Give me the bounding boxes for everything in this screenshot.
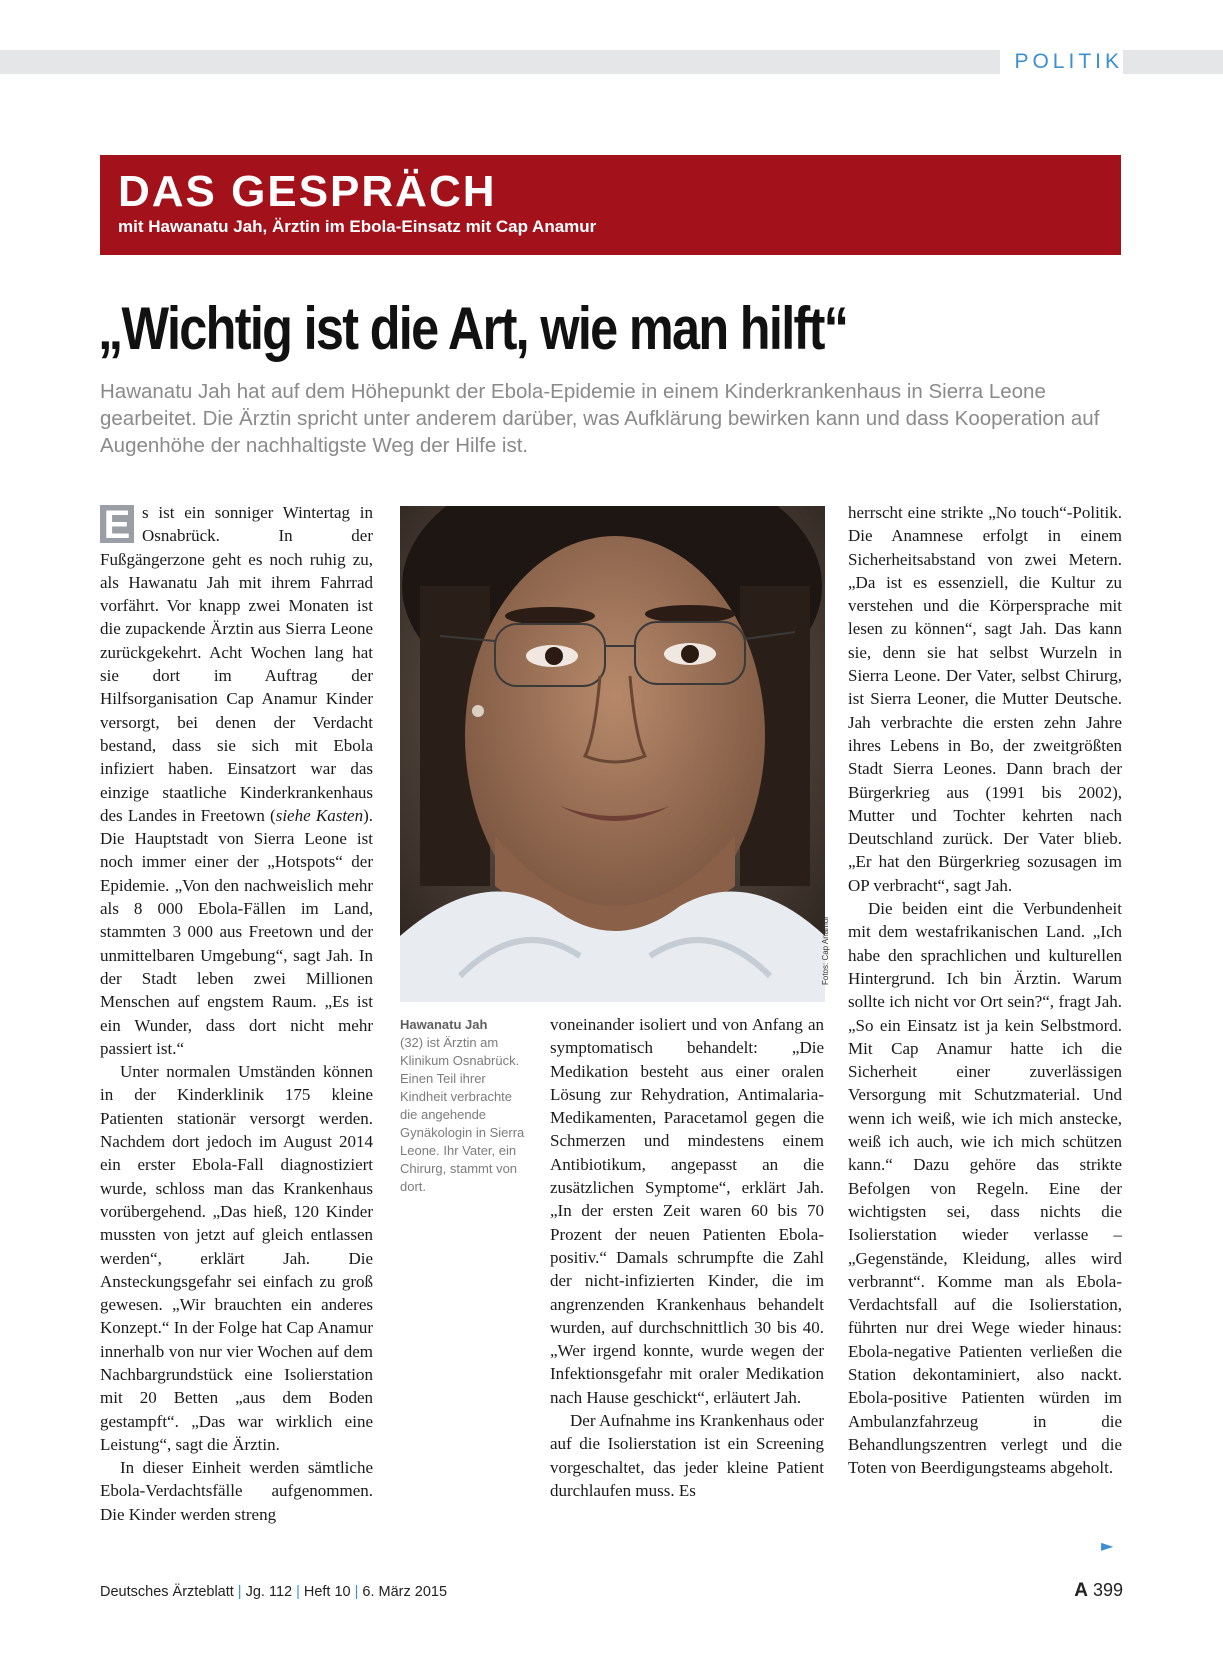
paragraph: herrscht eine strikte „No touch“-Politik. Die Anamnese erfolgt in einem Sicherheitsabstand von zwei Metern. „Da ist es essenziell, die Kultur zu verstehen und die Körpersprache mit lesen zu können“, sagt Jah. Das kann sie, denn sie hat selbst Wurzeln in Sierra Leone. Der Vater, selbst Chirurg, ist Sierra Leoner, die Mutter Deutsche. Jah verbrachte die ersten zehn Jahre ihres Lebens in Bo, der zweitgrößten Stadt Sierra Leones. Dann brach der Bürgerkrieg aus (1991 bis 2002), Mutter und Tochter kehrten nach Deutschland zurück. Der Vater blieb. „Er hat den Bürgerkrieg sozusagen im OP verbracht“, sagt Jah.: [848, 503, 1122, 895]
article-headline: „Wichtig ist die Art, wie man hilft“: [98, 295, 848, 362]
separator: |: [296, 1584, 300, 1600]
page-number: [1074, 1580, 1123, 1602]
issue-date: 6. März 2015: [362, 1584, 448, 1600]
separator: |: [237, 1584, 242, 1600]
banner-subtitle: mit Hawanatu Jah, Ärztin im Ebola-Einsatz mit Cap Anamur: [118, 217, 597, 236]
portrait-photo: [400, 506, 825, 1002]
journal-volume: Jg. 112: [245, 1584, 293, 1600]
page-number-value: 399: [1092, 1580, 1123, 1600]
cross-reference: siehe Kasten: [275, 805, 364, 825]
paragraph: [100, 501, 373, 1060]
photo-caption: [400, 1016, 528, 1196]
caption-name: Hawanatu Jah: [400, 1017, 488, 1032]
portrait-illustration: [400, 506, 825, 1002]
paragraph: Der Aufnahme ins Krankenhaus oder auf die Isolierstation ist ein Screening vorgeschaltet, das jeder kleine Patient durchlaufen muss. Es: [550, 1411, 824, 1500]
article-lead: Hawanatu Jah hat auf dem Höhepunkt der Ebola-Epidemie in einem Kinderkrankenhaus in Sierra Leone gearbeitet. Die Ärztin spricht unter anderem darüber, was Aufklärung bewirken kann und dass Kooperation auf Augenhöhe der nachhaltigste Weg der Hilfe ist.: [100, 380, 1100, 457]
section-label: POLITIK: [1000, 49, 1123, 75]
paragraph: Die beiden eint die Verbundenheit mit dem westafrikanischen Land. „Ich habe den sprachlichen und kulturellen Hintergrund. Ich bin Ärztin. Warum sollte ich nicht vor Ort sein?“, fragt Jah. „So ein Einsatz ist ja kein Selbstmord. Mit Cap Anamur hatte ich die Sicherheit einer zuverlässigen Versorgung mit Schutzmaterial. Und wenn ich weiß, wie ich mich anstecke, weiß ich auch, wie ich mich schützen kann.“ Dazu gehöre das strikte Befolgen von Regeln. Eine der wichtigsten sei, dass nichts die Isolierstation wieder verlasse – „Gegenstände, Kleidung, alles wird verbrannt“. Komme man als Ebola-Verdachtsfall auf die Isolierstation, führten nur drei Wege wieder hinaus: Ebola-negative Patienten verließen die Station dekontaminiert, also nackt. Ebola-positive Patienten würden im Ambulanzfahrzeug in die Behandlungszentren verlegt und die Toten von Beerdigungsteams abgeholt.: [848, 899, 1122, 1478]
journal-name: Deutsches Ärzteblatt: [100, 1584, 234, 1600]
footer-citation: [100, 1584, 447, 1600]
caption-text: (32) ist Ärztin am Klinikum Osnabrück. Einen Teil ihrer Kindheit verbrachte die angehende Gynäkologin in Sierra Leone. Ihr Vater, ein Chirurg, stammt von dort.: [400, 1035, 525, 1194]
continue-arrow-icon: ►: [1101, 1536, 1114, 1555]
article-column-3: [848, 501, 1122, 1479]
article-column-1: [100, 501, 373, 1526]
article-column-2: [550, 1013, 824, 1502]
paragraph: voneinander isoliert und von Anfang an symptomatisch behandelt: „Die Medikation besteht aus einer oralen Lösung zur Rehydration, Antimalaria-Medikamenten, Paracetamol gegen die Schmerzen und mindestens einem Antibiotikum, angepasst an die zusätzlichen Symptome“, erklärt Jah. „In der ersten Zeit waren 60 bis 70 Prozent der neuen Patienten Ebola-positiv.“ Damals schrumpfte die Zahl der nicht-infizierten Kinder, die im angrenzenden Krankenhaus behandelt wurden, auf durchschnittlich 30 bis 40. „Wer irgend konnte, wurde wegen der Infektionsgefahr mit oraler Medikation nach Hause geschickt“, erläutert Jah.: [550, 1015, 824, 1407]
drop-cap: E: [100, 505, 134, 543]
paragraph: In dieser Einheit werden sämtliche Ebola-Verdachtsfälle aufgenommen. Die Kinder werden streng: [100, 1458, 373, 1524]
page-prefix: A: [1074, 1580, 1088, 1601]
photo-credit: Fotos: Cap Anamur: [821, 916, 830, 985]
paragraph-text: ). Die Hauptstadt von Sierra Leone ist noch immer einer der „Hotspots“ der Epidemie. „Von den nachweislich mehr als 8 000 Ebola-Fällen im Land, stammten 3 000 aus Freetown und der unmittelbaren Umgebung“, sagt Jah. In der Stadt leben zwei Millionen Menschen auf engstem Raum. „Es ist ein Wunder, dass dort nicht mehr passiert ist.“: [100, 805, 374, 1058]
banner-title: DAS GESPRÄCH: [118, 167, 497, 216]
journal-issue: Heft 10: [303, 1584, 351, 1600]
paragraph: Unter normalen Umständen können in der Kinderklinik 175 kleine Patienten stationär versorgt werden. Nachdem dort jedoch im August 2014 ein erster Ebola-Fall diagnostiziert wurde, schloss man das Krankenhaus vorübergehend. „Das hieß, 120 Kinder mussten von jetzt auf gleich entlassen werden“, erklärt Jah. Die Ansteckungsgefahr sei einfach zu groß gewesen. „Wir brauchten ein anderes Konzept.“ In der Folge hat Cap Anamur innerhalb von nur vier Wochen auf dem Nachbargrundstück eine Isolierstation mit 20 Betten „aus dem Boden gestampft“. „Das war wirklich eine Leistung“, sagt die Ärztin.: [100, 1062, 373, 1454]
interview-banner: [100, 155, 1121, 255]
separator: |: [354, 1584, 359, 1600]
paragraph-text: s ist ein sonniger Wintertag in Osnabrück. In der Fußgängerzone geht es noch ruhig zu, als Hawanatu Jah mit ihrem Fahrrad vorfährt. Vor knapp zwei Monaten ist die zupackende Ärztin aus Sierra Leone zurückgekehrt. Acht Wochen lang hat sie dort im Auftrag der Hilfsorganisation Cap Anamur Kinder versorgt, bei denen der Verdacht bestand, dass sie sich mit Ebola infiziert haben. Einsatzort war das einzige staatliche Kinderkrankenhaus des Landes in Freetown (: [100, 503, 373, 825]
